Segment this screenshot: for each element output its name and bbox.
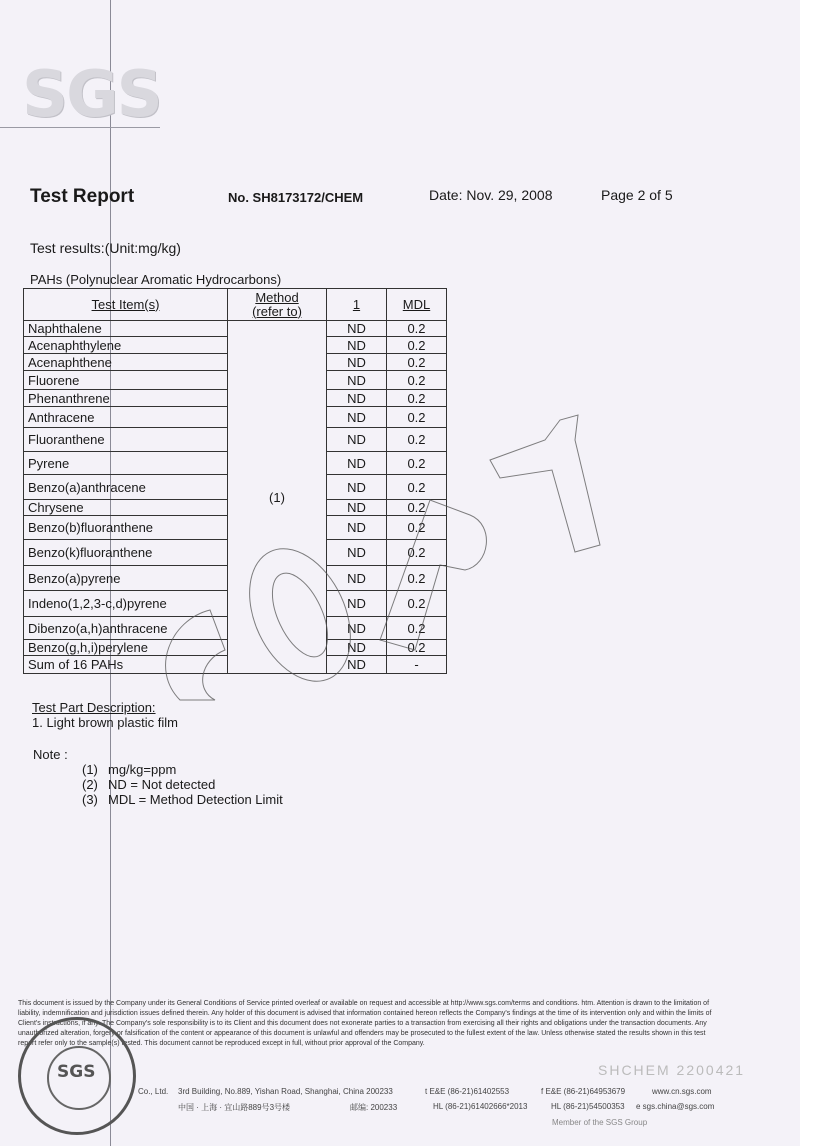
sgs-logo: SGS: [22, 58, 161, 132]
report-number: No. SH8173172/CHEM: [228, 190, 364, 205]
cell-test-item: Fluoranthene: [24, 428, 228, 452]
pah-results-table: [23, 288, 447, 674]
cell-test-item: Acenaphthene: [24, 354, 228, 371]
cell-test-item: Benzo(a)pyrene: [24, 566, 228, 591]
cell-test-item: Benzo(b)fluoranthene: [24, 516, 228, 540]
cell-result: ND: [327, 371, 387, 390]
cell-result: ND: [327, 321, 387, 337]
cell-result: ND: [327, 617, 387, 640]
col-result: 1: [327, 289, 387, 321]
cell-test-item: Dibenzo(a,h)anthracene: [24, 617, 228, 640]
cell-test-item: Benzo(k)fluoranthene: [24, 540, 228, 566]
cell-mdl: 0.2: [387, 337, 447, 354]
note-number: (3): [82, 792, 98, 807]
col-test-item: Test Item(s): [24, 289, 228, 321]
cell-result: ND: [327, 591, 387, 617]
cell-result: ND: [327, 500, 387, 516]
table-caption: PAHs (Polynuclear Aromatic Hydrocarbons): [30, 272, 282, 287]
col-method: [228, 289, 327, 321]
note-text: ND = Not detected: [108, 777, 216, 792]
note-item: [82, 762, 283, 777]
report-date: Date: Nov. 29, 2008: [429, 187, 553, 203]
note-list: [82, 762, 283, 807]
footer-fax2: HL (86-21)54500353: [551, 1102, 625, 1111]
table-body: [24, 321, 447, 674]
cell-test-item: Benzo(a)anthracene: [24, 475, 228, 500]
cell-result: ND: [327, 428, 387, 452]
cell-mdl: 0.2: [387, 500, 447, 516]
cell-result: ND: [327, 656, 387, 674]
cell-result: ND: [327, 452, 387, 475]
col-method-line2: (refer to): [252, 303, 302, 319]
legal-fine-print: This document is issued by the Company under its General Conditions of Service printed overleaf or available on request and accessible at http://www.sgs.com/terms and conditions. htm. Attention is drawn to the limitation of liability, indemnification and jurisdiction issues defined therein. Any holder of this document is advised that information contained hereon reflects the Company's findings at the time of its intervention only and within the limits of Client's instructions, if any. The Company's sole responsibility is to its Client and this document does not exonerate parties to a transaction from exercising all their rights and obligations under the transaction documents. Any unauthorized alteration, forgery or falsification of the content or appearance of this document is unlawful and offenders may be prosecuted to the fullest extent of the law. Unless otherwise stated the results shown in this test report refer only to the sample(s) tested. This document cannot be reproduced except in full, without prior approval of the Company.: [18, 1000, 712, 1047]
footer-company: Co., Ltd.: [138, 1087, 169, 1096]
test-part-item: 1. Light brown plastic film: [32, 715, 178, 730]
footer-tel1: t E&E (86-21)61402553: [425, 1087, 510, 1096]
cell-test-item: Fluorene: [24, 371, 228, 390]
stamp-number: SHCHEM 2200421: [598, 1062, 746, 1078]
cell-test-item: Benzo(g,h,i)perylene: [24, 640, 228, 656]
footer-fax1: f E&E (86-21)64953679: [541, 1087, 626, 1096]
cell-mdl: 0.2: [387, 390, 447, 407]
footer-email: e sgs.china@sgs.com: [636, 1102, 715, 1111]
page-number: Page 2 of 5: [601, 187, 673, 203]
seal-text: SGS: [57, 1062, 96, 1082]
cell-mdl: 0.2: [387, 617, 447, 640]
cell-mdl: 0.2: [387, 591, 447, 617]
cell-mdl: 0.2: [387, 516, 447, 540]
cell-result: ND: [327, 407, 387, 428]
footer-postcode-cn: 邮编: 200233: [350, 1103, 398, 1112]
cell-result: ND: [327, 566, 387, 591]
sgs-member-text: Member of the SGS Group: [552, 1118, 648, 1127]
note-number: (1): [82, 762, 98, 777]
cell-mdl: 0.2: [387, 640, 447, 656]
cell-result: ND: [327, 475, 387, 500]
cell-mdl: 0.2: [387, 371, 447, 390]
cell-mdl: 0.2: [387, 566, 447, 591]
cell-mdl: 0.2: [387, 475, 447, 500]
footer-address-cn: 中国 · 上海 · 宜山路889号3号楼: [178, 1103, 291, 1112]
cell-result: ND: [327, 390, 387, 407]
report-title: Test Report: [30, 186, 135, 207]
cell-test-item: Indeno(1,2,3-c,d)pyrene: [24, 591, 228, 617]
cell-mdl: 0.2: [387, 354, 447, 371]
col-method-line1: Method: [255, 289, 299, 305]
note-text: mg/kg=ppm: [108, 762, 177, 777]
cell-test-item: Acenaphthylene: [24, 337, 228, 354]
cell-test-item: Naphthalene: [24, 321, 228, 337]
cell-test-item: Sum of 16 PAHs: [24, 656, 228, 674]
footer-address-en: 3rd Building, No.889, Yishan Road, Shanghai, China 200233: [178, 1087, 393, 1096]
cell-result: ND: [327, 337, 387, 354]
footer-tel2: HL (86-21)61402666*2013: [433, 1102, 528, 1111]
results-unit-label: Test results:(Unit:mg/kg): [30, 240, 181, 256]
cell-test-item: Chrysene: [24, 500, 228, 516]
note-text: MDL = Method Detection Limit: [108, 792, 283, 807]
cell-mdl: 0.2: [387, 428, 447, 452]
cell-mdl: 0.2: [387, 407, 447, 428]
cell-test-item: Phenanthrene: [24, 390, 228, 407]
cell-result: ND: [327, 516, 387, 540]
cell-test-item: Anthracene: [24, 407, 228, 428]
cell-mdl: -: [387, 656, 447, 674]
table-row: [24, 321, 447, 337]
scan-margin: [800, 0, 827, 1146]
note-item: [82, 777, 283, 792]
note-number: (2): [82, 777, 98, 792]
cell-method: (1): [228, 321, 327, 674]
cell-mdl: 0.2: [387, 321, 447, 337]
cell-mdl: 0.2: [387, 452, 447, 475]
col-mdl: MDL: [387, 289, 447, 321]
footer-web: www.cn.sgs.com: [652, 1087, 712, 1096]
table-header-row: [24, 289, 447, 321]
note-heading: Note :: [33, 747, 68, 762]
note-item: [82, 792, 283, 807]
cell-result: ND: [327, 354, 387, 371]
cell-result: ND: [327, 540, 387, 566]
test-part-heading: Test Part Description:: [32, 700, 156, 715]
cell-test-item: Pyrene: [24, 452, 228, 475]
cell-mdl: 0.2: [387, 540, 447, 566]
cell-result: ND: [327, 640, 387, 656]
company-seal: [18, 1017, 136, 1135]
